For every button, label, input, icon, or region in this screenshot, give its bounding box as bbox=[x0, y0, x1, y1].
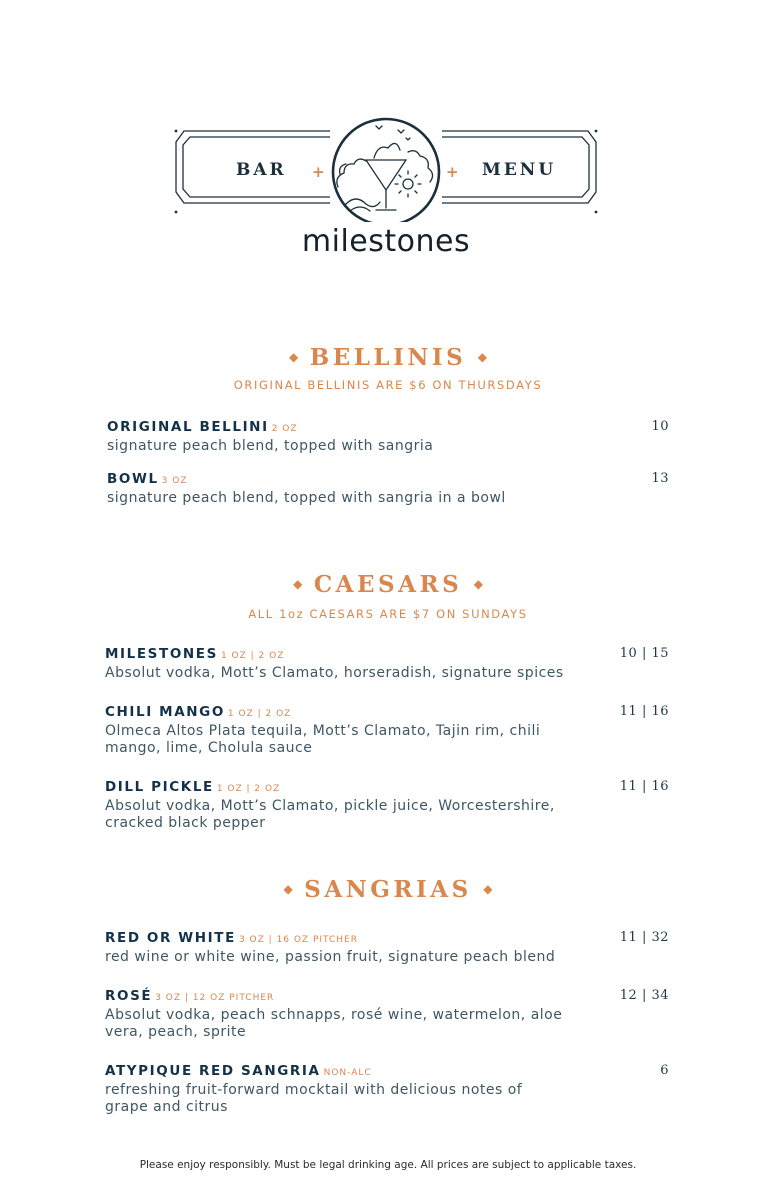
item-price: 11 | 32 bbox=[619, 930, 669, 945]
item-size: 2 OZ bbox=[271, 424, 298, 434]
item-price: 13 bbox=[651, 471, 669, 486]
svg-text:+: + bbox=[446, 163, 459, 181]
footer-disclaimer: Please enjoy responsibly. Must be legal drinking age. All prices are subject to applicable taxes. bbox=[139, 1159, 637, 1171]
diamond-icon: ◆ bbox=[477, 350, 487, 364]
item-description: Absolut vodka, Mott’s Clamato, pickle juice, Worcestershire, cracked black pepper bbox=[105, 798, 555, 831]
item-description: signature peach blend, topped with sangria in a bowl bbox=[107, 490, 506, 506]
menu-item: ORIGINAL BELLINI 2 OZ signature peach blend, topped with sangria bbox=[107, 419, 607, 455]
diamond-icon: ◆ bbox=[289, 350, 299, 364]
diamond-icon: ◆ bbox=[473, 577, 483, 591]
section-title-sangrias: ◆ SANGRIAS ◆ bbox=[283, 876, 493, 903]
item-description: Olmeca Altos Plata tequila, Mott’s Clamato, Tajin rim, chili mango, lime, Cholula sauce bbox=[105, 723, 541, 756]
brand-name: milestones bbox=[301, 224, 471, 259]
section-title-bellinis: ◆ BELLINIS ◆ bbox=[289, 344, 487, 371]
item-price: 6 bbox=[660, 1063, 669, 1078]
bar-menu-logo bbox=[170, 112, 602, 272]
item-price: 11 | 16 bbox=[619, 704, 669, 719]
section-title-caesars: ◆ CAESARS ◆ bbox=[293, 571, 483, 598]
martini-emblem-icon bbox=[333, 119, 439, 222]
menu-item: RED OR WHITE 3 OZ | 16 OZ PITCHER red wine or white wine, passion fruit, signature peach blend bbox=[105, 930, 585, 966]
item-description: refreshing fruit-forward mocktail with delicious notes of grape and citrus bbox=[105, 1082, 523, 1115]
item-size: 1 OZ | 2 OZ bbox=[227, 709, 292, 719]
item-size: 3 OZ | 16 OZ PITCHER bbox=[238, 935, 358, 945]
item-size: 3 OZ bbox=[161, 476, 188, 486]
menu-item: CHILI MANGO 1 OZ | 2 OZ Olmeca Altos Plata tequila, Mott’s Clamato, Tajin rim, chili mango, lime, Cholula sauce bbox=[105, 704, 585, 757]
item-price: 11 | 16 bbox=[619, 779, 669, 794]
item-price: 10 bbox=[651, 419, 669, 434]
logo-menu-word: MENU bbox=[482, 160, 557, 180]
section-note-bellinis: ORIGINAL BELLINIS ARE $6 ON THURSDAYS bbox=[233, 378, 543, 392]
item-size: 1 OZ | 2 OZ bbox=[216, 784, 281, 794]
item-price: 10 | 15 bbox=[619, 646, 669, 661]
item-size: 1 OZ | 2 OZ bbox=[220, 651, 285, 661]
item-size: 3 OZ | 12 OZ PITCHER bbox=[155, 993, 275, 1003]
section-note-caesars: ALL 1oz CAESARS ARE $7 ON SUNDAYS bbox=[248, 607, 528, 621]
item-description: Absolut vodka, Mott’s Clamato, horseradish, signature spices bbox=[105, 665, 564, 681]
menu-item: MILESTONES 1 OZ | 2 OZ Absolut vodka, Mott’s Clamato, horseradish, signature spices bbox=[105, 646, 585, 682]
logo-bar-word: BAR bbox=[236, 160, 287, 180]
item-description: signature peach blend, topped with sangria bbox=[107, 438, 434, 454]
svg-text:+: + bbox=[312, 163, 325, 181]
menu-item: BOWL 3 OZ signature peach blend, topped with sangria in a bowl bbox=[107, 471, 607, 507]
diamond-icon: ◆ bbox=[283, 882, 293, 896]
diamond-icon: ◆ bbox=[483, 882, 493, 896]
item-description: red wine or white wine, passion fruit, signature peach blend bbox=[105, 949, 556, 965]
menu-item: ATYPIQUE RED SANGRIA NON-ALC refreshing fruit-forward mocktail with delicious notes of grape and citrus bbox=[105, 1063, 525, 1116]
menu-item: DILL PICKLE 1 OZ | 2 OZ Absolut vodka, Mott’s Clamato, pickle juice, Worcestershire, cracked black pepper bbox=[105, 779, 585, 832]
item-price: 12 | 34 bbox=[619, 988, 669, 1003]
item-size: NON-ALC bbox=[323, 1068, 372, 1078]
menu-item: ROSÉ 3 OZ | 12 OZ PITCHER Absolut vodka, peach schnapps, rosé wine, watermelon, aloe vera, peach, sprite bbox=[105, 988, 585, 1041]
diamond-icon: ◆ bbox=[293, 577, 303, 591]
item-description: Absolut vodka, peach schnapps, rosé wine, watermelon, aloe vera, peach, sprite bbox=[105, 1007, 563, 1040]
